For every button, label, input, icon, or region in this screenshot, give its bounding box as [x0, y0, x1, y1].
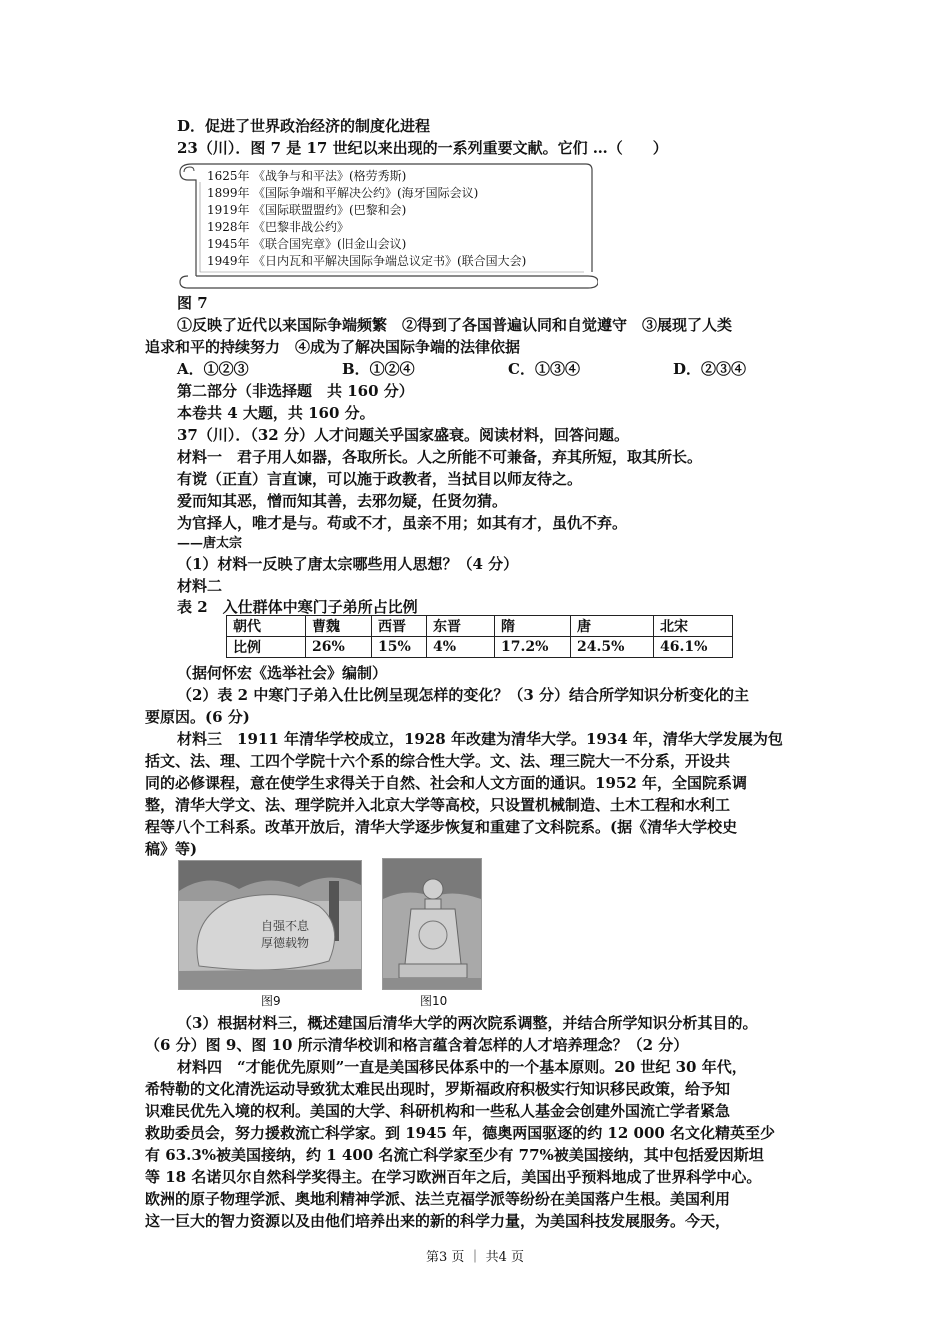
- figure-7-label: 图 7: [177, 294, 208, 312]
- material-3-line-6: 稿》等): [145, 840, 198, 858]
- doc-entry-6: 1949年 《日内瓦和平解决国际争端总议定书》(联合国大会): [207, 254, 527, 268]
- q23-option-d: D．②③④: [673, 360, 747, 378]
- q37-sub-2-line-1: （2）表 2 中寒门子弟入仕比例呈现怎样的变化？（3 分）结合所学知识分析变化的主: [177, 686, 749, 704]
- material-4-line-8: 这一巨大的智力资源以及由他们培养出来的新的科学力量，为美国科技发展服务。今天，: [145, 1212, 731, 1230]
- material-4-line-3: 识难民优先入境的权利。美国的大学、科研机构和一些私人基金会创建外国流亡学者紧急: [145, 1102, 731, 1120]
- q23-option-b: B．①②④: [342, 360, 415, 378]
- figure-10-caption: 图10: [420, 994, 448, 1008]
- table-cell: 26%: [306, 637, 372, 658]
- material-3-line-3: 同的必修课程，意在使学生求得关于自然、社会和人文方面的通识。1952 年，全国院系调: [145, 774, 747, 792]
- table-cell: 隋: [495, 616, 571, 637]
- q23-statements-1: ①反映了近代以来国际争端频繁 ②得到了各国普遍认同和自觉遵守 ③展现了人类: [177, 316, 733, 334]
- material-4: 材料四 “才能优先原则”一直是美国移民体系中的一个基本原则。20 世纪 30 年代，: [177, 1058, 747, 1076]
- table-2-title: 表 2 入仕群体中寒门子弟所占比例: [177, 598, 418, 616]
- material-3: 材料三 1911 年清华学校成立，1928 年改建为清华大学。1934 年，清华大学发展为包: [177, 730, 783, 748]
- table-cell: 24.5%: [571, 637, 654, 658]
- table-cell: 4%: [427, 637, 495, 658]
- material-4-line-5: 有 63.3%被美国接纳，约 1 400 名流亡科学家至少有 77%被美国接纳，其中包括爱因斯坦: [145, 1146, 764, 1164]
- material-1-line-2: 有谠（正直）言直谏，可以施于政教者，当拭目以师友待之。: [177, 470, 583, 488]
- doc-entry-4: 1928年 《巴黎非战公约》: [207, 220, 350, 234]
- material-3-line-5: 程等八个工科系。改革开放后，清华大学逐步恢复和重建了文科院系。(据《清华大学校史: [145, 818, 738, 836]
- table-cell: 东晋: [427, 616, 495, 637]
- table-cell: 17.2%: [495, 637, 571, 658]
- q37-sub-3-line-1: （3）根据材料三，概述建国后清华大学的两次院系调整，并结合所学知识分析其目的。: [177, 1014, 758, 1032]
- material-1-line-3: 爱而知其恶，憎而知其善，去邪勿疑，任贤勿猜。: [177, 492, 508, 510]
- material-2-label: 材料二: [177, 577, 223, 595]
- part2-subtitle: 本卷共 4 大题，共 160 分。: [177, 404, 375, 422]
- q37-stem: 37（川）．（32 分）人才问题关乎国家盛衰。阅读材料，回答问题。: [177, 426, 629, 444]
- table-cell: 15%: [372, 637, 427, 658]
- q23-statements-2: 追求和平的持续努力 ④成为了解决国际争端的法律依据: [145, 338, 521, 356]
- material-4-line-2: 希特勒的文化清洗运动导致犹太难民出现时，罗斯福政府积极实行知识移民政策，给予知: [145, 1080, 731, 1098]
- figure-10-photo: [382, 858, 482, 990]
- table-cell: 西晋: [372, 616, 427, 637]
- doc-entry-1: 1625年 《战争与和平法》(格劳秀斯): [207, 169, 407, 183]
- table-2: [226, 615, 733, 658]
- doc-entry-3: 1919年 《国际联盟盟约》(巴黎和会): [207, 203, 407, 217]
- material-3-line-2: 括文、法、理、工四个学院十六个系的综合性大学。文、法、理三院大一不分系，开设共: [145, 752, 731, 770]
- material-4-line-7: 欧洲的原子物理学派、奥地利精神学派、法兰克福学派等纷纷在美国落户生根。美国利用: [145, 1190, 731, 1208]
- page-footer: 第3 页 ｜ 共4 页: [425, 1250, 525, 1265]
- q37-sub-1: （1）材料一反映了唐太宗哪些用人思想？（4 分）: [177, 555, 519, 573]
- q22-option-d: D．促进了世界政治经济的制度化进程: [177, 117, 431, 135]
- table-cell: 北宋: [654, 616, 733, 637]
- part2-title: 第二部分（非选择题 共 160 分）: [177, 382, 414, 400]
- table-cell: 唐: [571, 616, 654, 637]
- figure-9-photo: [178, 860, 362, 990]
- figure-9-caption: 图9: [261, 994, 281, 1008]
- material-1-source: ——唐太宗: [177, 536, 243, 551]
- material-1-line-4: 为官择人，唯才是与。苟或不才，虽亲不用；如其有才，虽仇不弃。: [177, 514, 628, 532]
- table-cell: 朝代: [227, 616, 306, 637]
- fig9-motto-2: 厚德载物: [261, 936, 310, 950]
- table-2-source: （据何怀宏《选举社会》编制）: [177, 664, 388, 682]
- table-cell: 46.1%: [654, 637, 733, 658]
- material-4-line-6: 等 18 名诺贝尔自然科学奖得主。在学习欧洲百年之后，美国出乎预料地成了世界科学中心。: [145, 1168, 762, 1186]
- table-row: [227, 637, 733, 658]
- material-1: 材料一 君子用人如器，各取所长。人之所能不可兼备，弃其所短，取其所长。: [177, 448, 703, 466]
- table-header-row: [227, 616, 733, 637]
- material-3-line-4: 整，清华大学文、法、理学院并入北京大学等高校，只设置机械制造、土木工程和水利工: [145, 796, 731, 814]
- table-cell: 曹魏: [306, 616, 372, 637]
- table-cell: 比例: [227, 637, 306, 658]
- q23-option-c: C．①③④: [508, 360, 580, 378]
- doc-entry-5: 1945年 《联合国宪章》(旧金山会议): [207, 237, 407, 251]
- q37-sub-3-line-2: （6 分）图 9、图 10 所示清华校训和格言蕴含着怎样的人才培养理念？（2 分）: [145, 1036, 689, 1054]
- material-4-line-4: 救助委员会，努力援救流亡科学家。到 1945 年，德奥两国驱逐的约 12 000 名文化精英至少: [145, 1124, 776, 1142]
- q23-option-a: A．①②③: [177, 360, 249, 378]
- q37-sub-2-line-2: 要原因。(6 分): [145, 708, 250, 726]
- fig9-motto-1: 自强不息: [261, 919, 310, 933]
- doc-entry-2: 1899年 《国际争端和平解决公约》(海牙国际会议): [207, 186, 479, 200]
- q23-stem: 23（川）．图 7 是 17 世纪以来出现的一系列重要文献。它们 …（ ）: [177, 139, 668, 157]
